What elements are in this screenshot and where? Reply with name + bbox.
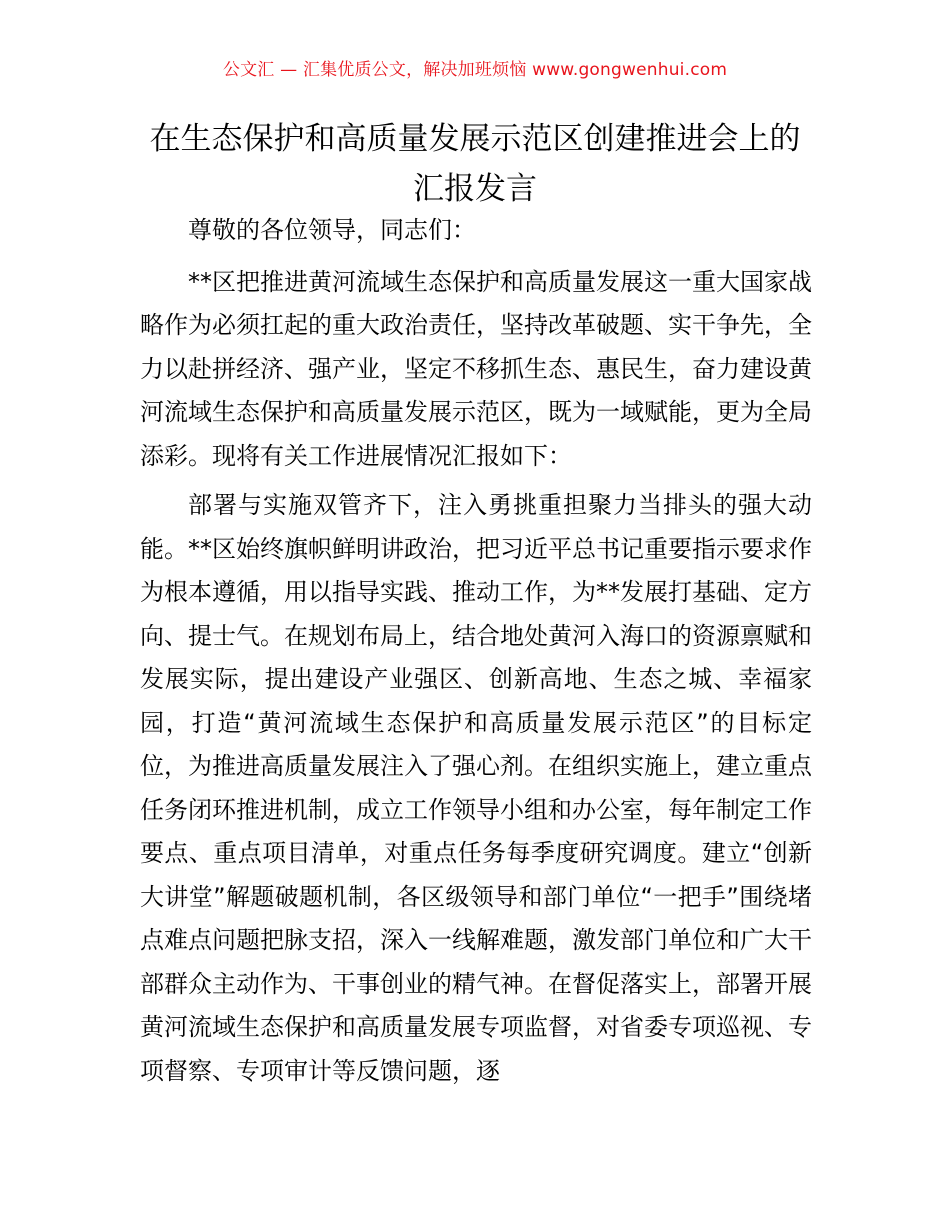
body-paragraph-1: **区把推进黄河流域生态保护和高质量发展这一重大国家战略作为必须扛起的重大政治责任，坚持改革破题、实干争先，全力以赴拼经济、强产业，坚定不移抓生态、惠民生，奋力建设黄河流域生态保护和高质量发展示范区，既为一域赋能，更为全局添彩。现将有关工作进展情况汇报如下： [140, 267, 812, 470]
body-paragraph-2: 部署与实施双管齐下，注入勇挑重担聚力当排头的强大动能。**区始终旗帜鲜明讲政治，把习近平总书记重要指示要求作为根本遵循，用以指导实践、推动工作，为**发展打基础、定方向、提士气。在规划布局上，结合地处黄河入海口的资源禀赋和发展实际，提出建设产业强区、创新高地、生态之城、幸福家园，打造“黄河流域生态保护和高质量发展示范区”的目标定位，为推进高质量发展注入了强心剂。在组织实施上，建立重点任务闭环推进机制，成立工作领导小组和办公室，每年制定工作要点、重点项目清单，对重点任务每季度研究调度。建立“创新大讲堂”解题破题机制，各区级领导和部门单位“一把手”围绕堵点难点问题把脉支招，深入一线解难题，激发部门单位和广大干部群众主动作为、干事创业的精气神。在督促落实上，部署开展黄河流域生态保护和高质量发展专项监督，对省委专项巡视、专项督察、专项审计等反馈问题，逐 [140, 491, 812, 1085]
document-body [140, 209, 812, 1099]
page-title: 在生态保护和高质量发展示范区创建推进会上的汇报发言 [149, 121, 801, 207]
header-banner: 公文汇 — 汇集优质公文，解决加班烦恼 www.gongwenhui.com [222, 60, 728, 80]
salutation: 尊敬的各位领导，同志们： [188, 216, 476, 244]
